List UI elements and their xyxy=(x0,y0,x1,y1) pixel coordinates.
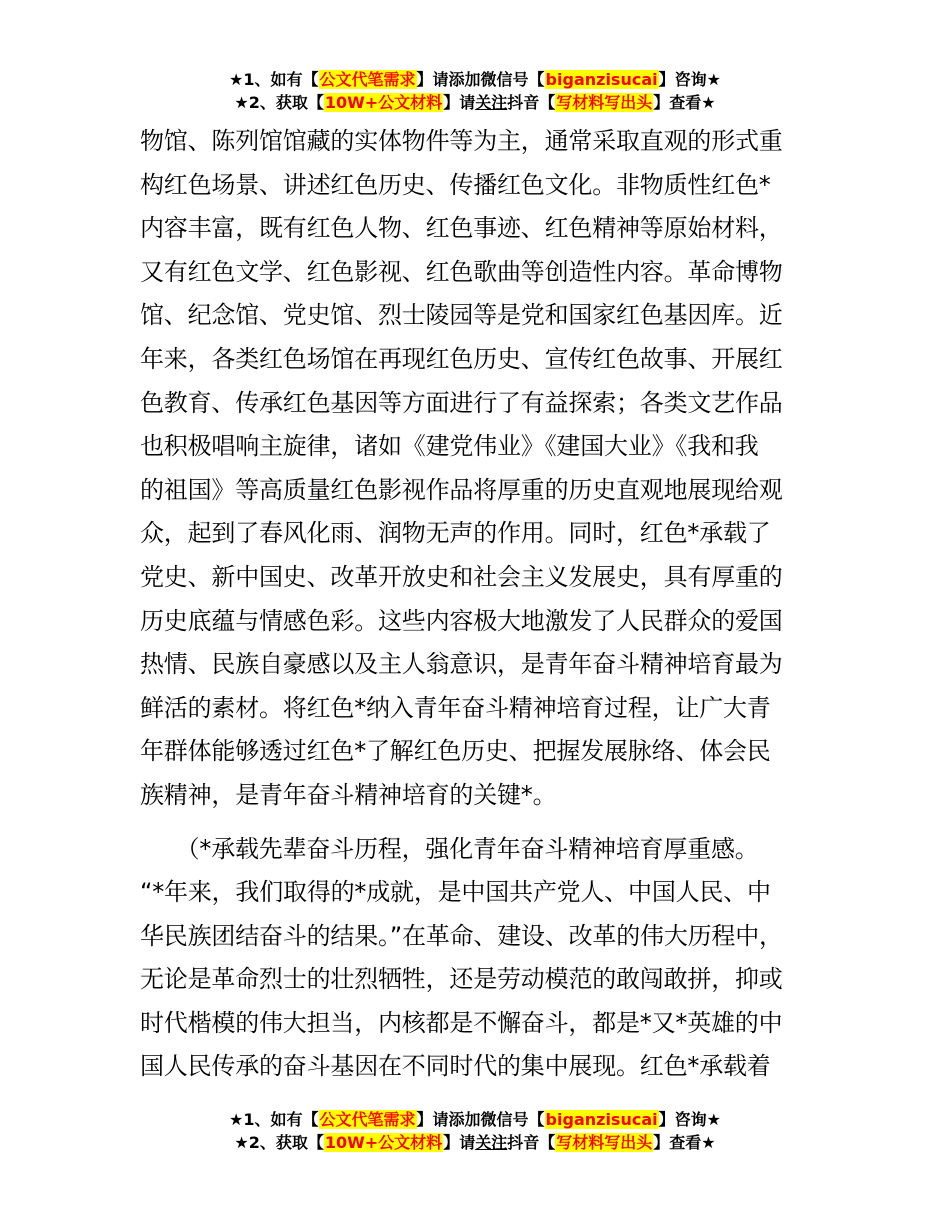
highlight-text: 公文代笔需求 xyxy=(319,70,416,89)
document-body xyxy=(140,120,840,1089)
text-line: 的祖国》等高质量红色影视作品将厚重的历史直观地展现给观 xyxy=(140,475,783,504)
highlight-text: 公文代笔需求 xyxy=(319,1110,416,1129)
wechat-id: biganzisucai xyxy=(545,70,658,89)
text-line: 鲜活的素材。将红色*纳入青年奋斗精神培育过程，让广大青 xyxy=(140,693,771,722)
text-line: （*承载先辈奋斗历程，强化青年奋斗精神培育厚重感。 xyxy=(140,834,759,863)
star-icon: ★ xyxy=(229,1110,244,1129)
text-line: 年群体能够透过红色*了解红色历史、把握发展脉络、体会民 xyxy=(140,737,771,766)
text-line: 馆、纪念馆、党史馆、烈士陵园等是党和国家红色基因库。近 xyxy=(140,301,783,330)
highlight-text: 写材料写出头 xyxy=(556,93,653,112)
text-line: 也积极唱响主旋律，诸如《建党伟业》《建国大业》《我和我 xyxy=(140,432,759,461)
underlined-text: 关注 xyxy=(475,1133,508,1152)
text-line: 众，起到了春风化雨、润物无声的作用。同时，红色*承载了 xyxy=(140,519,771,548)
text-line: 物馆、陈列馆馆藏的实体物件等为主，通常采取直观的形式重 xyxy=(140,127,783,155)
text-line: 又有红色文学、红色影视、红色歌曲等创造性内容。革命博物 xyxy=(140,257,783,286)
highlight-text: 10W+公文材料 xyxy=(324,93,443,112)
text-line: 国人民传承的奋斗基因在不同时代的集中展现。红色*承载着 xyxy=(140,1052,771,1081)
star-icon: ★ xyxy=(229,70,244,89)
star-icon: ★ xyxy=(234,1133,249,1152)
text-line: 族精神，是青年奋斗精神培育的关键*。 xyxy=(140,780,557,809)
text-line: 构红色场景、讲述红色历史、传播红色文化。非物质性红色* xyxy=(140,170,771,199)
banner-line-1: ★1、如有【公文代笔需求】请添加微信号【biganzisucai】咨询★ xyxy=(229,70,721,89)
text-line: 无论是革命烈士的壮烈牺牲，还是劳动模范的敢闯敢拼，抑或 xyxy=(140,965,783,994)
banner-line-1: ★1、如有【公文代笔需求】请添加微信号【biganzisucai】咨询★ xyxy=(229,1110,721,1129)
footer-banner xyxy=(0,1108,950,1154)
header-banner xyxy=(0,68,950,114)
highlight-text: 写材料写出头 xyxy=(556,1133,653,1152)
banner-line-2: ★2、获取【10W+公文材料】请关注抖音【写材料写出头】查看★ xyxy=(234,1133,716,1152)
paragraph-gap xyxy=(140,818,840,828)
star-icon: ★ xyxy=(234,93,249,112)
wechat-id: biganzisucai xyxy=(545,1110,658,1129)
highlight-text: 10W+公文材料 xyxy=(324,1133,443,1152)
banner-line-2: ★2、获取【10W+公文材料】请关注抖音【写材料写出头】查看★ xyxy=(234,93,716,112)
text-line: 历史底蕴与情感色彩。这些内容极大地激发了人民群众的爱国 xyxy=(140,606,783,635)
text-line: 热情、民族自豪感以及主人翁意识，是青年奋斗精神培育最为 xyxy=(140,650,783,679)
text-line: 时代楷模的伟大担当，内核都是不懈奋斗，都是*又*英雄的中 xyxy=(140,1008,783,1037)
text-line: “*年来，我们取得的*成就，是中国共产党人、中国人民、中 xyxy=(140,878,771,907)
text-line: 华民族团结奋斗的结果。”在革命、建设、改革的伟大历程中， xyxy=(140,921,783,950)
text-line: 内容丰富，既有红色人物、红色事迹、红色精神等原始材料， xyxy=(140,214,783,243)
text-line: 年来，各类红色场馆在再现红色历史、宣传红色故事、开展红 xyxy=(140,344,783,373)
text-line: 色教育、传承红色基因等方面进行了有益探索；各类文艺作品 xyxy=(140,388,783,417)
text-line: 党史、新中国史、改革开放史和社会主义发展史，具有厚重的 xyxy=(140,562,783,591)
underlined-text: 关注 xyxy=(475,93,508,112)
